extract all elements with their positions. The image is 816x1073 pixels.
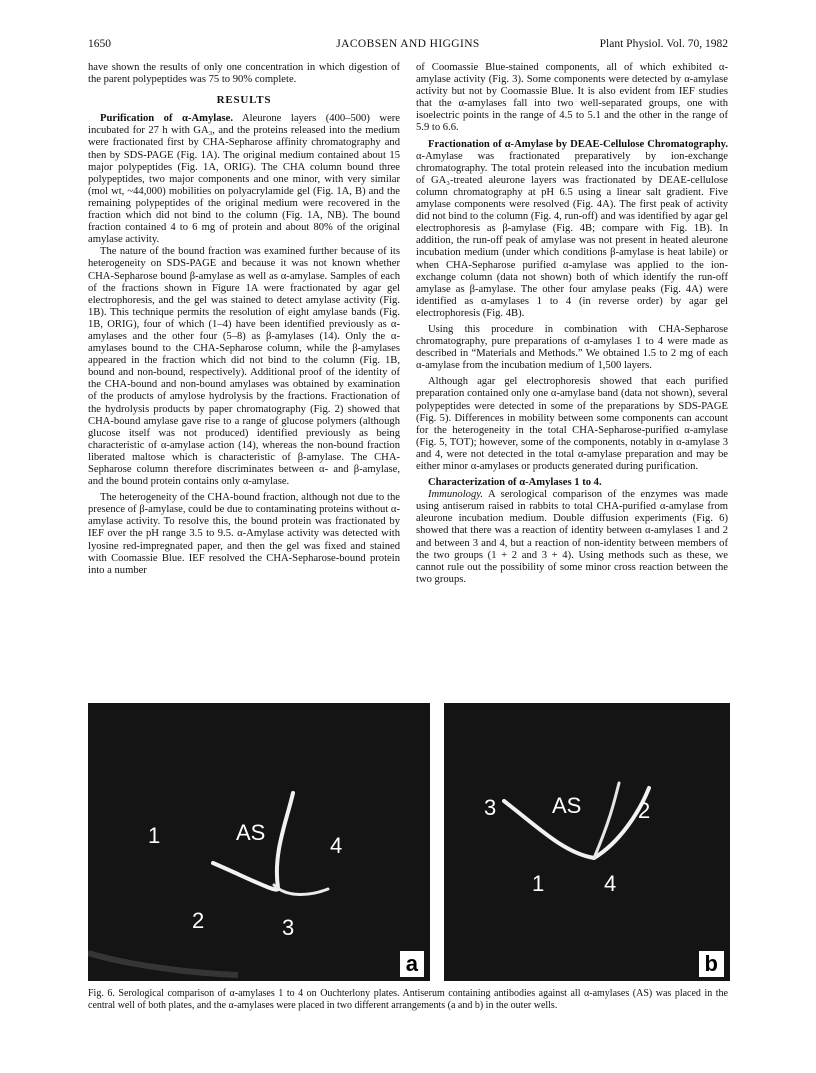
figure-caption: Fig. 6. Serological comparison of α-amylases 1 to 4 on Ouchterlony plates. Antiserum containing antibodies against all α-amylases (AS) was placed in the central well of both plates, and the α-amylases were placed in two different arrangements (a and b) in the outer wells. — [88, 988, 728, 1011]
deae-runin: Fractionation of α-Amylase by DEAE-Cellulose Chromatography. — [428, 138, 728, 150]
well-label-as: AS — [552, 793, 582, 818]
ouchterlony-plate-b — [444, 703, 730, 981]
ouchterlony-plate-a — [88, 703, 430, 981]
well-label-4: 4 — [604, 871, 617, 896]
immunology-text: A serological comparison of the enzymes was made using antiserum raised in rabbits to total CHA-purified α-amylase from aleurone incubation medium. Double diffusion experiments (Fig. 6) showed that there was a reaction of identity between α-amylases 1 and 2 and between 3 and 4, but a reaction of non-identity between members of the two groups (1 + 2 and 3 + 4). Using methods such as these, we cannot rule out the possibility of some minor cross reaction between the two groups. — [416, 489, 728, 585]
characterization-runin: Characterization of α-Amylases 1 to 4. — [428, 477, 602, 489]
well-label-3: 3 — [282, 915, 295, 940]
well-label-1: 1 — [148, 823, 161, 848]
figure-6 — [88, 703, 728, 981]
purification-text: Aleurone layers (400–500) were incubated for 27 h with GA₃, and the proteins released into the medium were fractionated first by CHA-Sepharose affinity chromatography and then by SDS-PAGE (Fig. 1A). The original medium contained about 15 major polypeptides (Fig. 1A, ORIG). The CHA column bound three polypeptides, two major components and one minor, with very similar (mol wt, ~44,000) mobilities on polyacrylamide gel (Fig. 1A, B) and the remaining polypeptides of the original medium were recovered in the fraction which did not bind to the column (Fig. 1A, NB). The bound fraction contained 4 to 6 mg of protein and about 80% of the original amylase activity. — [88, 113, 401, 246]
well-label-3: 3 — [484, 795, 497, 820]
immunology-runin: Immunology. — [428, 489, 484, 501]
agar-paragraph: Although agar gel electrophoresis showed that each purified preparation contained only one α-amylase band (data not shown), several polypeptides were detected in some of the preparations by SDS-PAGE (Fig. 5). Differences in mobility between some components can account for the heterogeneity in the total CHA-Sepharose-purified α-amylase (Fig. 5, TOT); however, some of the components, notably in α-amylase 3 and 4, were not detected in the total α-amylase preparation and may be either minor α-amylases or products generated during purification. — [416, 376, 728, 472]
heterogeneity-paragraph: The heterogeneity of the CHA-bound fraction, although not due to the presence of β-amylase, could be due to contaminating proteins without α-amylase activity. To resolve this, the bound protein was fractionated by IEF over the pH range 3.5 to 9.5. α-Amylase activity was detected with lyosine red-impregnated paper, and then the gel was fixed and stained with Coomassie Blue. IEF resolved the CHA-Sepharose-bound protein into a number — [88, 492, 400, 576]
panel-label-b: b — [699, 951, 724, 977]
nature-paragraph: The nature of the bound fraction was examined further because of its heterogeneity on SDS-PAGE and because it was not known whether CHA-Sepharose bound β-amylase as well as α-amylase. Samples of each of the fractions shown in Figure 1A were fractionated by agar gel electrophoresis, and the gel was stained to detect amylase activity (Fig. 1B). This technique permits the resolution of eight amylase bands (Fig. 1B, ORIG), four of which (1–4) have been identified previously as α-amylases and the other four (5–8) as β-amylases (14). Only the α-amylases bound to the CHA-Sepharose column, while the β-amylases appeared in the fraction which did not bind to the column (Fig. 1B, bound and non-bound, respectively). Additional proof of the identity of the CHA-bound and non-bound amylases was obtained by examination of the products of amylose hydrolysis by the fractions. Fractionation of the hydrolysis products by paper chromatography (Fig. 2) showed that CHA-bound amylase gave rise to a range of glucose polymers (although glucose itself was not produced) identified previously as being characteristic of α-amylase action (14), whereas the non-bound fraction liberated maltose which is characteristic of β-amylase. The CHA-Sepharose column therefore discriminates between α- and β-amylase, and the bound protein contains only α-amylase. — [88, 246, 400, 488]
well-label-4: 4 — [330, 833, 343, 858]
panel-label-a: a — [400, 951, 424, 977]
left-column — [88, 62, 400, 577]
continued-paragraph: of Coomassie Blue-stained components, all of which exhibited α-amylase activity (Fig. 3). Some components were detected by α-amylase activity but not by Coomassie Blue. It is also evident from IEF studies that the α-amylases fall into two well-separated groups, one with isoelectric points in the range of 4.5 to 5.1 and the other in the range of 5.9 to 6.6. — [416, 62, 728, 134]
deae-paragraph — [416, 139, 728, 320]
page-number: 1650 — [88, 38, 111, 50]
well-label-2: 2 — [638, 798, 651, 823]
well-label-2: 2 — [192, 908, 205, 933]
purification-runin: Purification of α-Amylase. — [100, 113, 233, 125]
well-label-as: AS — [236, 820, 266, 845]
characterization-heading — [416, 477, 728, 489]
well-label-1: 1 — [532, 871, 545, 896]
precipitin-arcs-b — [444, 703, 730, 981]
right-column — [416, 62, 728, 586]
journal-citation: Plant Physiol. Vol. 70, 1982 — [599, 38, 728, 50]
purification-paragraph — [88, 113, 400, 246]
immunology-paragraph — [416, 489, 728, 586]
using-paragraph: Using this procedure in combination with CHA-Sepharose chromatography, pure preparations of α-amylases 1 to 4 were made as described in “Materials and Methods.” We obtained 1.5 to 2 mg of each α-amylase from the incubation medium of 1,500 layers. — [416, 323, 728, 372]
running-authors: JACOBSEN AND HIGGINS — [336, 38, 480, 50]
intro-paragraph: have shown the results of only one concentration in which digestion of the parent polypeptides was 75 to 90% complete. — [88, 62, 400, 86]
results-heading: RESULTS — [216, 94, 272, 107]
deae-text: α-Amylase was fractionated preparatively by ion-exchange chromatography. The total protein released into the incubation medium of GA₃-treated aleurone layers was fractionated by DEAE-cellulose column chromatography at pH 6.5 using a linear salt gradient. Five amylase components were resolved (Fig. 4A). The first peak of activity did not bind to the column (Fig. 4, run-off) and was identified by agar gel electrophoresis as β-amylase (Fig. 4B; compare with Fig. 1B). In addition, the run-off peak of amylase was not present in heated aleurone incubation medium (under which conditions β-amylase is heat labile) or when CHA-Sepharose purified α-amylase was applied to the ion-exchange column (data not shown) both of which identify the run-off amylase as β-amylase. The other four amylase peaks (Fig. 4A) were identified as α-amylases 1 to 4 (in reverse order) by agar gel electrophoresis (Fig. 4B). — [416, 150, 728, 319]
running-header — [88, 38, 728, 54]
